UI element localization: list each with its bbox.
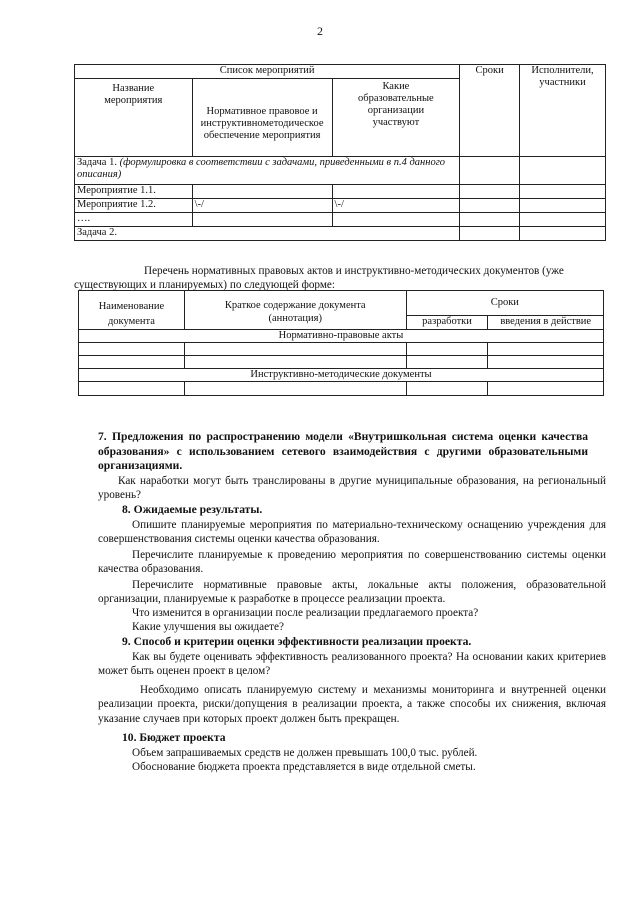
section-9-heading: 9. Способ и критерии оценки эффективности реализации проекта. <box>122 635 472 648</box>
section-8-p3: Перечислите нормативные правовые акты, локальные акты положения, образовательной организации, планируемые к разработке в процессе реализации проекта. <box>98 579 606 606</box>
section-methodical: Инструктивно-методические документы <box>79 369 604 382</box>
mark-cell: \-/ <box>332 199 460 213</box>
section-8-p1: Опишите планируемые мероприятия по материально-техническому оснащению учреждения для совершенствования системы оценки качества образования. <box>98 519 606 546</box>
normative-header: Нормативное правовое и инструктивнометодическое обеспечение мероприятия <box>192 79 332 157</box>
activity-name-header: Название мероприятия <box>75 79 193 157</box>
cell <box>184 356 406 369</box>
cell <box>488 382 604 396</box>
section-10-heading: 10. Бюджет проекта <box>122 731 226 744</box>
cell <box>460 157 520 185</box>
list-intro: Перечень нормативных правовых актов и инструктивно-методических документов (уже существующих и планируемых) по следующей форме: <box>74 265 564 292</box>
cell <box>406 356 488 369</box>
cell <box>520 199 606 213</box>
deadline-header: Сроки <box>460 65 520 157</box>
section-normative: Нормативно-правовые акты <box>79 330 604 343</box>
cell <box>79 343 185 356</box>
cell <box>79 356 185 369</box>
cell <box>460 213 520 227</box>
cell <box>460 185 520 199</box>
section-7-heading: 7. Предложения по распространению модели «Внутришкольная система оценки качества образования» с использованием сетевого взаимодействия с другими образовательными организациями. <box>98 430 588 472</box>
cell <box>520 227 606 241</box>
doc-summary-header: Краткое содержание документа (аннотация) <box>184 291 406 330</box>
task1-row: Задача 1. (формулировка в соответствии с задачами, приведенными в п.4 данного описания) <box>75 157 460 185</box>
section-9-p2: Необходимо описать планируемую систему и механизмы мониторинга и внутренней оценки реализации проекта, риски/допущения в реализации проекта, а также способы их снижения, включая указание случаев при которых проект должен быть прекращен. <box>98 684 606 725</box>
cell <box>79 382 185 396</box>
cell <box>460 199 520 213</box>
doc-name-header: Наименование документа <box>79 291 185 330</box>
cell <box>184 343 406 356</box>
cell <box>460 227 520 241</box>
cell <box>184 382 406 396</box>
cell <box>406 382 488 396</box>
cell <box>520 157 606 185</box>
mark-cell: \-/ <box>192 199 332 213</box>
deadlines-header: Сроки <box>406 291 603 316</box>
executors-header: Исполнители, участники <box>520 65 606 157</box>
ellipsis-row: …. <box>75 213 193 227</box>
documents-table <box>78 290 604 396</box>
activities-header-group: Список мероприятий <box>75 65 460 79</box>
section-8-p2: Перечислите планируемые к проведению мероприятия по совершенствованию системы оценки качества образования. <box>98 549 606 576</box>
section-10-p2: Обоснование бюджета проекта представляется в виде отдельной сметы. <box>132 761 476 773</box>
cell <box>488 356 604 369</box>
dev-header: разработки <box>406 315 488 329</box>
effect-header: введения в действие <box>488 315 604 329</box>
section-8-p4: Что изменится в организации после реализации предлагаемого проекта? <box>132 607 479 619</box>
section-10-p1: Объем запрашиваемых средств не должен превышать 100,0 тыс. рублей. <box>132 747 478 759</box>
cell <box>332 185 460 199</box>
activities-table <box>74 64 606 241</box>
activity-1-2: Мероприятие 1.2. <box>75 199 193 213</box>
cell <box>520 185 606 199</box>
cell <box>192 213 332 227</box>
orgs-header: Какие образовательные организации участвуют <box>332 79 460 157</box>
task2-row: Задача 2. <box>75 227 460 241</box>
activity-1-1: Мероприятие 1.1. <box>75 185 193 199</box>
page-number: 2 <box>317 24 323 38</box>
section-8-p5: Какие улучшения вы ожидаете? <box>132 621 284 633</box>
section-9-p1: Как вы будете оценивать эффективность реализованного проекта? На основании каких критериев может быть оценен проект в целом? <box>98 651 606 678</box>
section-8-heading: 8. Ожидаемые результаты. <box>122 503 263 516</box>
cell <box>192 185 332 199</box>
cell <box>406 343 488 356</box>
cell <box>332 213 460 227</box>
cell <box>520 213 606 227</box>
cell <box>488 343 604 356</box>
section-7-text: Как наработки могут быть транслированы в другие муниципальные образования, на региональный уровень? <box>98 475 606 502</box>
